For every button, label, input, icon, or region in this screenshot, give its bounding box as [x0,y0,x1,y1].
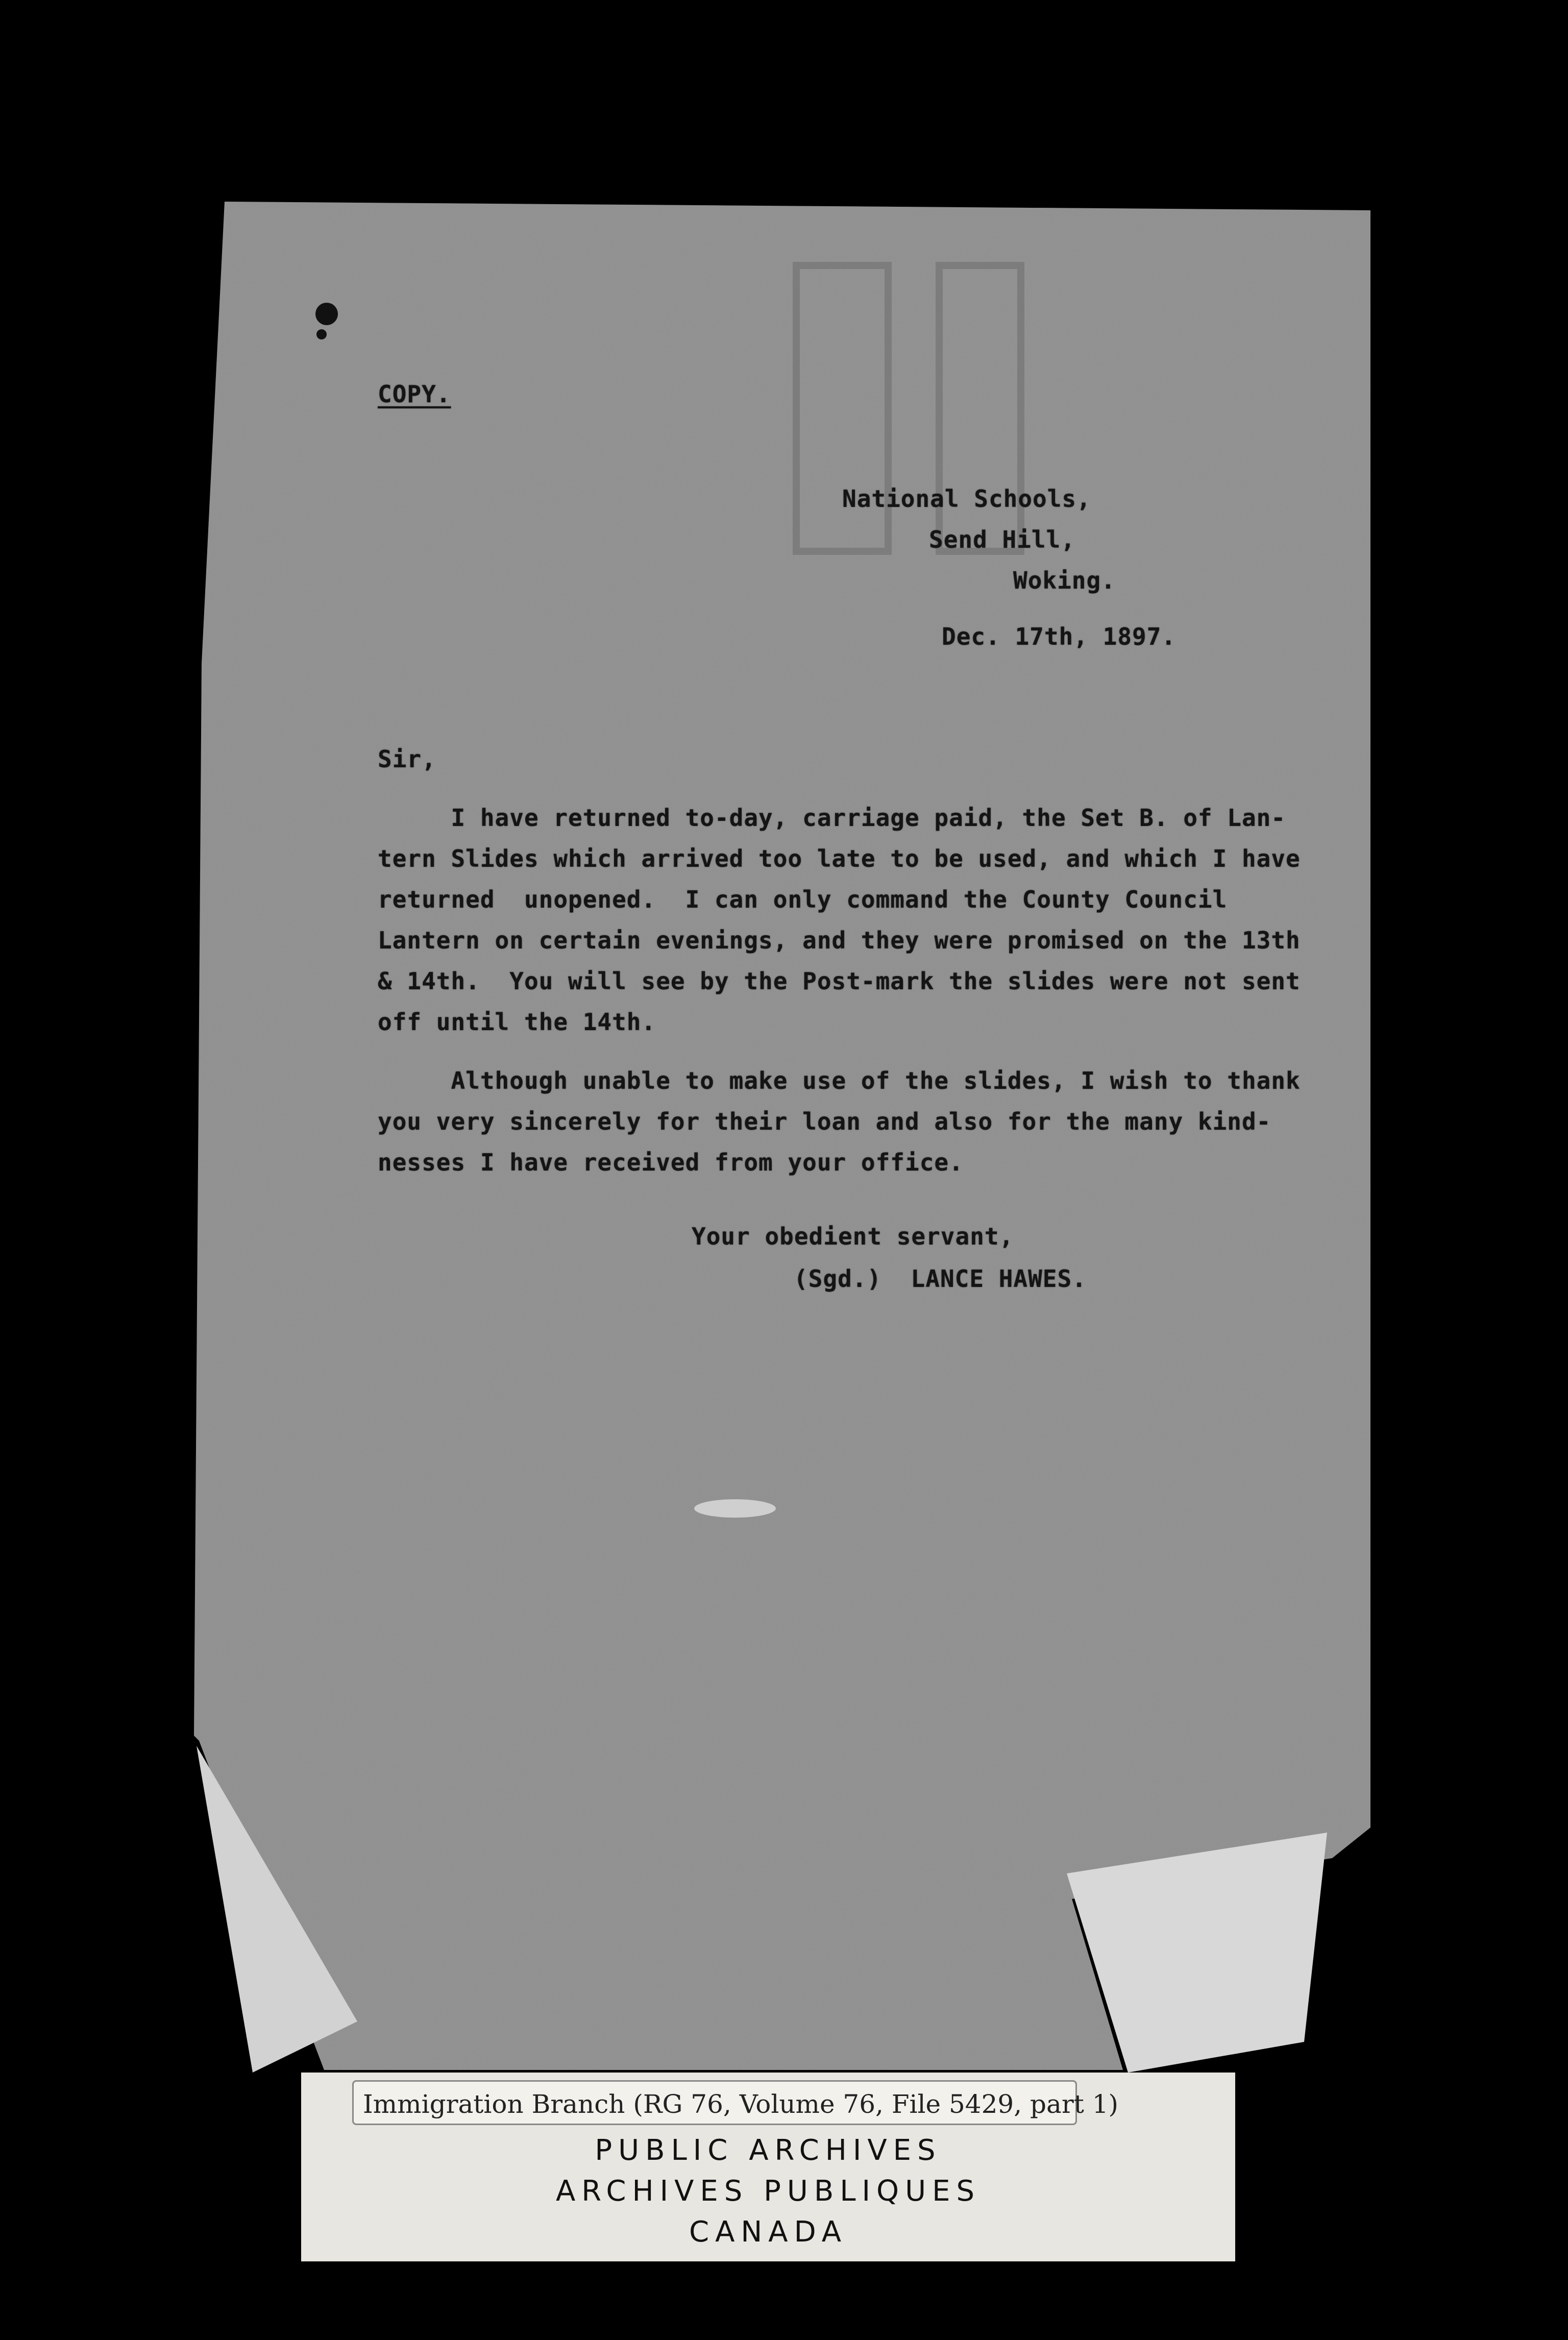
ink-blot [315,303,338,325]
letter-date: Dec. 17th, 1897. [942,623,1177,650]
archive-name-en: PUBLIC ARCHIVES [595,2134,942,2167]
body-line: & 14th. You will see by the Post-mark the slides were not sent [378,967,1301,995]
paper-grain [194,202,1370,2070]
body-line: you very sincerely for their loan and also for the many kind- [378,1108,1271,1135]
address-line-3: Woking. [1013,567,1116,594]
body-line: Although unable to make use of the slides, I wish to thank [378,1067,1301,1094]
archive-name-fr: ARCHIVES PUBLIQUES [555,2175,981,2208]
body-line: tern Slides which arrived too late to be used, and which I have [378,845,1301,872]
body-line: off until the 14th. [378,1008,656,1036]
body-line: returned unopened. I can only command the County Council [378,886,1228,913]
address-line-1: National Schools, [842,485,1091,513]
body-line: Lantern on certain evenings, and they were promised on the 13th [378,927,1301,954]
salutation: Sir, [378,745,436,773]
body-line: nesses I have received from your office. [378,1149,964,1176]
copy-label: COPY. [378,380,451,408]
signature: (Sgd.) LANCE HAWES. [794,1265,1087,1293]
address-line-2: Send Hill, [929,526,1075,553]
closing: Your obedient servant, [692,1223,1014,1250]
body-line: I have returned to-day, carriage paid, the Set B. of Lan- [378,804,1286,832]
archive-country: CANADA [689,2215,848,2249]
light-smudge [694,1499,776,1518]
archive-reference-label: Immigration Branch (RG 76, Volume 76, File 5429, part 1) [352,2080,1077,2125]
